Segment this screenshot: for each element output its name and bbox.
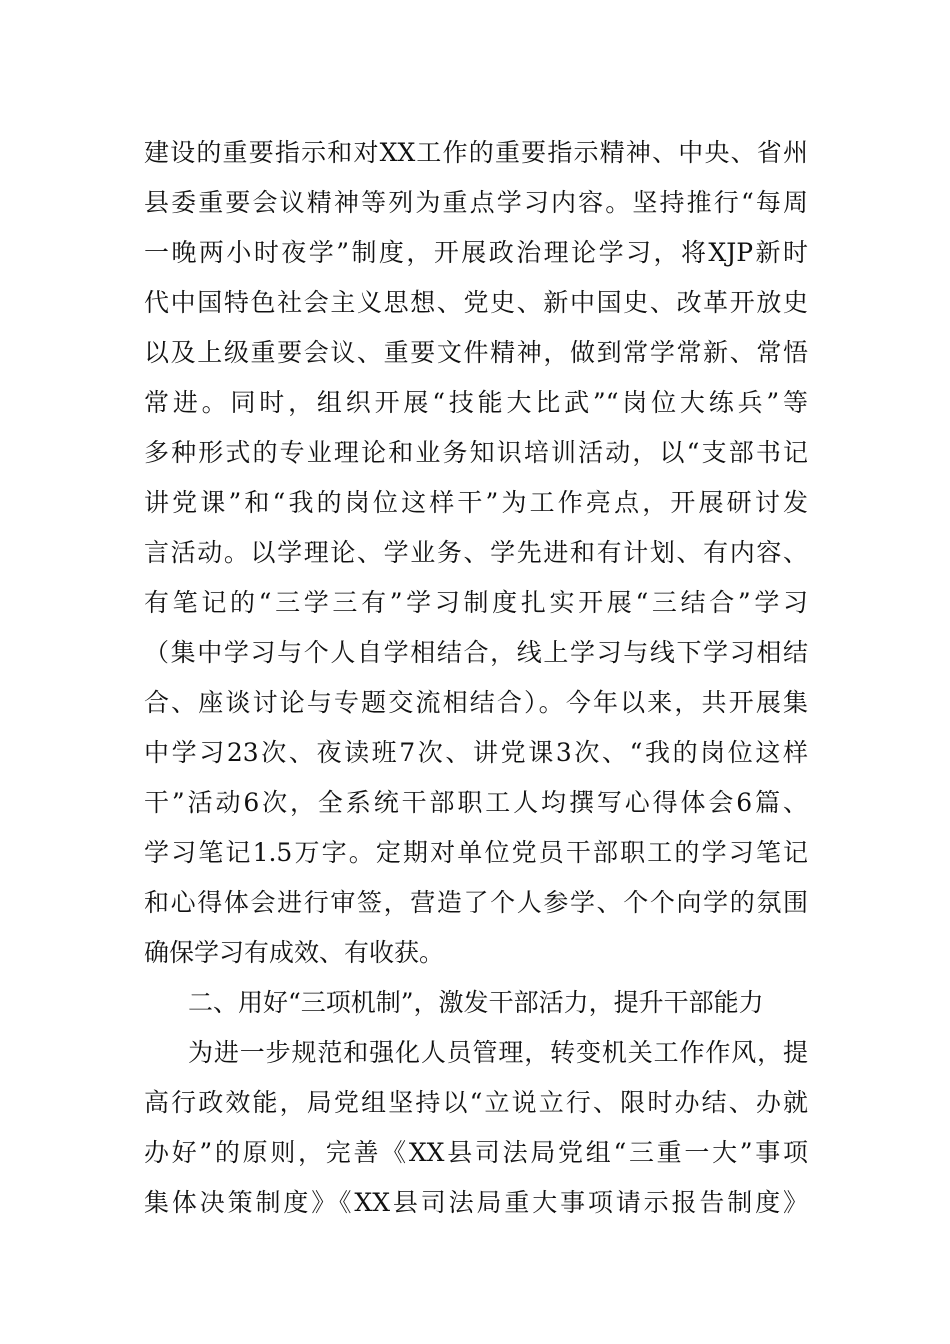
text-line: 以及上级重要会议、重要文件精神，做到常学常新、常悟 [144, 338, 808, 367]
text-line: 代中国特色社会主义思想、党史、新中国史、改革开放史 [144, 288, 808, 317]
text-line: 干”活动6次，全系统干部职工人均撰写心得体会6篇、 [144, 788, 808, 817]
text-line: 高行政效能，局党组坚持以“立说立行、限时办结、办就 [144, 1088, 808, 1117]
text-line: 合、座谈讨论与专题交流相结合）。今年以来，共开展集 [144, 688, 808, 717]
text-line: 县委重要会议精神等列为重点学习内容。坚持推行“每周 [144, 188, 808, 217]
text-line: 办好”的原则，完善《XX县司法局党组“三重一大”事项 [144, 1138, 808, 1167]
text-line: 集体决策制度》《XX县司法局重大事项请示报告制度》 [144, 1188, 808, 1217]
text-line: 有笔记的“三学三有”学习制度扎实开展“三结合”学习 [144, 588, 808, 617]
text-line: 一晚两小时夜学”制度，开展政治理论学习，将XJP新时 [144, 238, 808, 267]
text-line: 和心得体会进行审签，营造了个人参学、个个向学的氛围 [144, 888, 808, 917]
text-line: 常进。同时，组织开展“技能大比武”“岗位大练兵”等 [144, 388, 808, 417]
text-line: 中学习23次、夜读班7次、讲党课3次、“我的岗位这样 [144, 738, 808, 767]
text-line: 讲党课”和“我的岗位这样干”为工作亮点，开展研讨发 [144, 488, 808, 517]
text-line: 学习笔记1.5万字。定期对单位党员干部职工的学习笔记 [144, 838, 808, 867]
text-line: 言活动。以学理论、学业务、学先进和有计划、有内容、 [144, 538, 808, 567]
paragraph-end-line: 确保学习有成效、有收获。 [144, 938, 445, 967]
text-line: 多种形式的专业理论和业务知识培训活动，以“支部书记 [144, 438, 808, 467]
text-line: （集中学习与个人自学相结合，线上学习与线下学习相结 [144, 638, 808, 667]
section-heading: 二、用好“三项机制”，激发干部活力，提升干部能力 [188, 988, 764, 1017]
document-body [144, 128, 808, 1228]
paragraph-first-line: 为进一步规范和强化人员管理，转变机关工作作风，提 [188, 1038, 808, 1067]
text-line: 建设的重要指示和对XX工作的重要指示精神、中央、省州 [144, 138, 808, 167]
